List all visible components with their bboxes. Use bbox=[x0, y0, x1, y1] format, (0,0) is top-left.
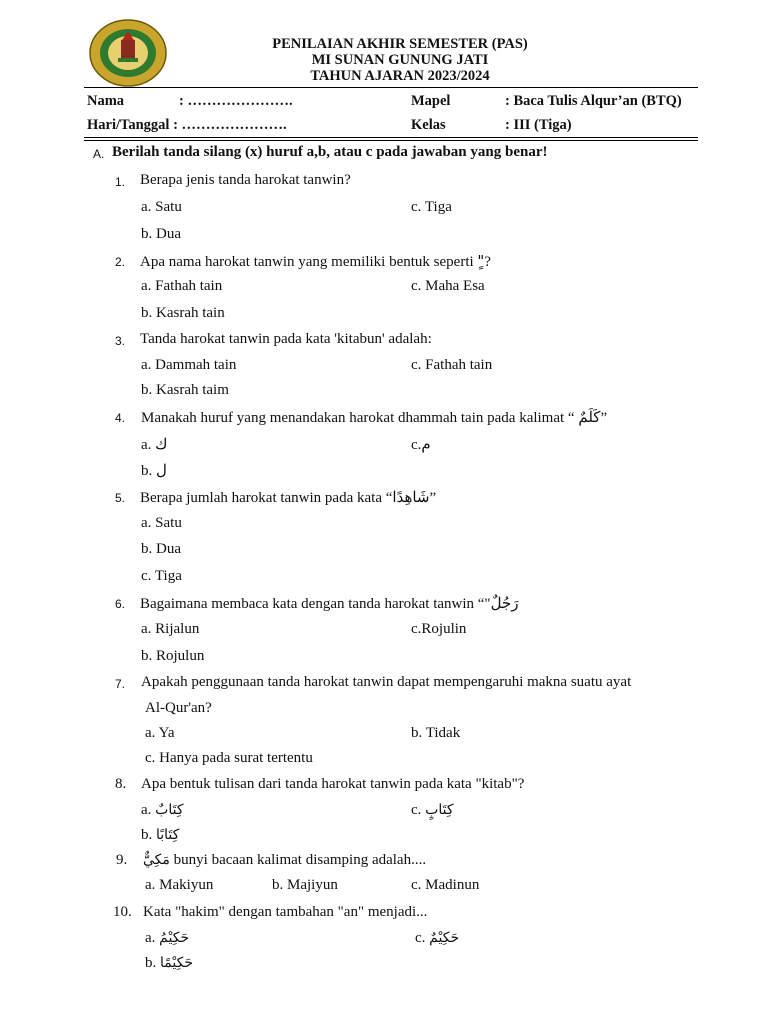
q10-option-b-arabic: حَكِيْمًا bbox=[160, 955, 193, 971]
q9-option-b[interactable]: b. Majiyun bbox=[272, 877, 338, 893]
q1-option-c[interactable]: c. Tiga bbox=[411, 199, 452, 215]
info-rule-2 bbox=[84, 140, 698, 141]
q5-option-a[interactable]: a. Satu bbox=[141, 515, 182, 531]
q8-option-c-label: c. bbox=[411, 802, 422, 818]
q10-option-a[interactable] bbox=[145, 930, 189, 947]
q6-number: 6. bbox=[115, 597, 126, 611]
q8-option-b-label: b. bbox=[141, 827, 153, 843]
q7-option-c[interactable]: c. Hanya pada surat tertentu bbox=[145, 750, 313, 766]
q3-text: Tanda harokat tanwin pada kata 'kitabun' adalah: bbox=[140, 331, 432, 347]
q8-text: Apa bentuk tulisan dari tanda harokat tanwin pada kata "kitab"? bbox=[141, 776, 525, 792]
q5-option-c[interactable]: c. Tiga bbox=[141, 568, 182, 584]
section-letter: A. bbox=[93, 147, 105, 161]
q8-option-a[interactable] bbox=[141, 802, 184, 819]
q6-text: Bagaimana membaca kata dengan tanda harokat tanwin “"رَجُلٌ bbox=[140, 596, 519, 612]
q2-number: 2. bbox=[115, 255, 126, 269]
header-school: MI SUNAN GUNUNG JATI bbox=[311, 52, 489, 68]
q4-option-a[interactable]: a. ك bbox=[141, 437, 168, 453]
q3-option-c[interactable]: c. Fathah tain bbox=[411, 357, 493, 373]
q1-number: 1. bbox=[115, 175, 126, 189]
q8-option-c-arabic: كِتَابٍ bbox=[425, 802, 454, 818]
q8-option-a-label: a. bbox=[141, 802, 152, 818]
header-title: PENILAIAN AKHIR SEMESTER (PAS) bbox=[272, 36, 528, 52]
q10-option-a-arabic: حَكِيْمُ bbox=[159, 930, 190, 946]
q10-number: 10. bbox=[113, 904, 132, 920]
section-instruction: Berilah tanda silang (x) huruf a,b, atau c pada jawaban yang benar! bbox=[112, 144, 548, 160]
mapel-label: Mapel bbox=[411, 93, 451, 109]
q7-text: Apakah penggunaan tanda harokat tanwin dapat mempengaruhi makna suatu ayat bbox=[141, 674, 632, 690]
q2-option-b[interactable]: b. Kasrah tain bbox=[141, 305, 225, 321]
q8-option-b[interactable] bbox=[141, 827, 179, 844]
header-year: TAHUN AJARAN 2023/2024 bbox=[310, 68, 490, 84]
q4-text: Manakah huruf yang menandakan harokat dhammah tain pada kalimat “ كَلَمٌ” bbox=[141, 410, 608, 426]
q6-option-b[interactable]: b. Rojulun bbox=[141, 648, 205, 664]
q9-number: 9. bbox=[116, 852, 128, 868]
header-rule bbox=[84, 87, 698, 88]
nama-field[interactable]: : …………………. bbox=[179, 93, 293, 109]
q10-option-c-label: c. bbox=[415, 930, 426, 946]
q10-option-c[interactable] bbox=[415, 930, 459, 947]
kelas-value: : III (Tiga) bbox=[505, 117, 572, 133]
q1-text: Berapa jenis tanda harokat tanwin? bbox=[140, 172, 351, 188]
q4-option-c[interactable]: c.م bbox=[411, 437, 431, 453]
q9-option-a[interactable]: a. Makiyun bbox=[145, 877, 214, 893]
q5-option-b[interactable]: b. Dua bbox=[141, 541, 181, 557]
school-logo bbox=[88, 18, 168, 88]
q9-arabic: مَكِيٌّ bbox=[143, 852, 170, 868]
q5-text: Berapa jumlah harokat tanwin pada kata “شَاهِدًا” bbox=[140, 490, 437, 506]
q1-option-a[interactable]: a. Satu bbox=[141, 199, 182, 215]
q5-number: 5. bbox=[115, 491, 126, 505]
q10-text: Kata "hakim" dengan tambahan "an" menjadi... bbox=[143, 904, 428, 920]
q3-number: 3. bbox=[115, 334, 126, 348]
q3-option-a[interactable]: a. Dammah tain bbox=[141, 357, 237, 373]
q4-number: 4. bbox=[115, 411, 126, 425]
q6-option-a[interactable]: a. Rijalun bbox=[141, 621, 200, 637]
q8-number: 8. bbox=[115, 776, 127, 792]
nama-label: Nama bbox=[87, 93, 125, 109]
q9-text: bunyi bacaan kalimat disamping adalah.... bbox=[173, 852, 427, 868]
q6-option-c[interactable]: c.Rojulin bbox=[411, 621, 467, 637]
q7-text-cont: Al-Qur'an? bbox=[145, 700, 212, 716]
q8-option-b-arabic: كِتَابًا bbox=[156, 827, 180, 843]
kelas-label: Kelas bbox=[411, 117, 446, 133]
exam-header bbox=[200, 36, 600, 84]
q10-option-c-arabic: حَكِيْمٌ bbox=[429, 930, 460, 946]
info-rule-1 bbox=[84, 137, 698, 138]
q7-number: 7. bbox=[115, 677, 126, 691]
q10-option-b-label: b. bbox=[145, 955, 157, 971]
q9-text-line bbox=[143, 852, 426, 869]
q2-option-a[interactable]: a. Fathah tain bbox=[141, 278, 223, 294]
q8-option-a-arabic: كِتَابٌ bbox=[155, 802, 184, 818]
q1-option-b[interactable]: b. Dua bbox=[141, 226, 181, 242]
q2-text: Apa nama harokat tanwin yang memiliki bentuk seperti "ٍ? bbox=[140, 254, 491, 270]
tanggal-field[interactable]: Hari/Tanggal : …………………. bbox=[87, 117, 287, 133]
q9-option-c[interactable]: c. Madinun bbox=[411, 877, 480, 893]
q3-option-b[interactable]: b. Kasrah taim bbox=[141, 382, 229, 398]
q7-option-a[interactable]: a. Ya bbox=[145, 725, 175, 741]
q2-option-c[interactable]: c. Maha Esa bbox=[411, 278, 485, 294]
q7-option-b[interactable]: b. Tidak bbox=[411, 725, 461, 741]
q10-option-b[interactable] bbox=[145, 955, 193, 972]
q8-option-c[interactable] bbox=[411, 802, 454, 819]
q10-option-a-label: a. bbox=[145, 930, 156, 946]
mapel-value: : Baca Tulis Alqur’an (BTQ) bbox=[505, 93, 682, 109]
q4-option-b[interactable]: b. ل bbox=[141, 463, 167, 479]
